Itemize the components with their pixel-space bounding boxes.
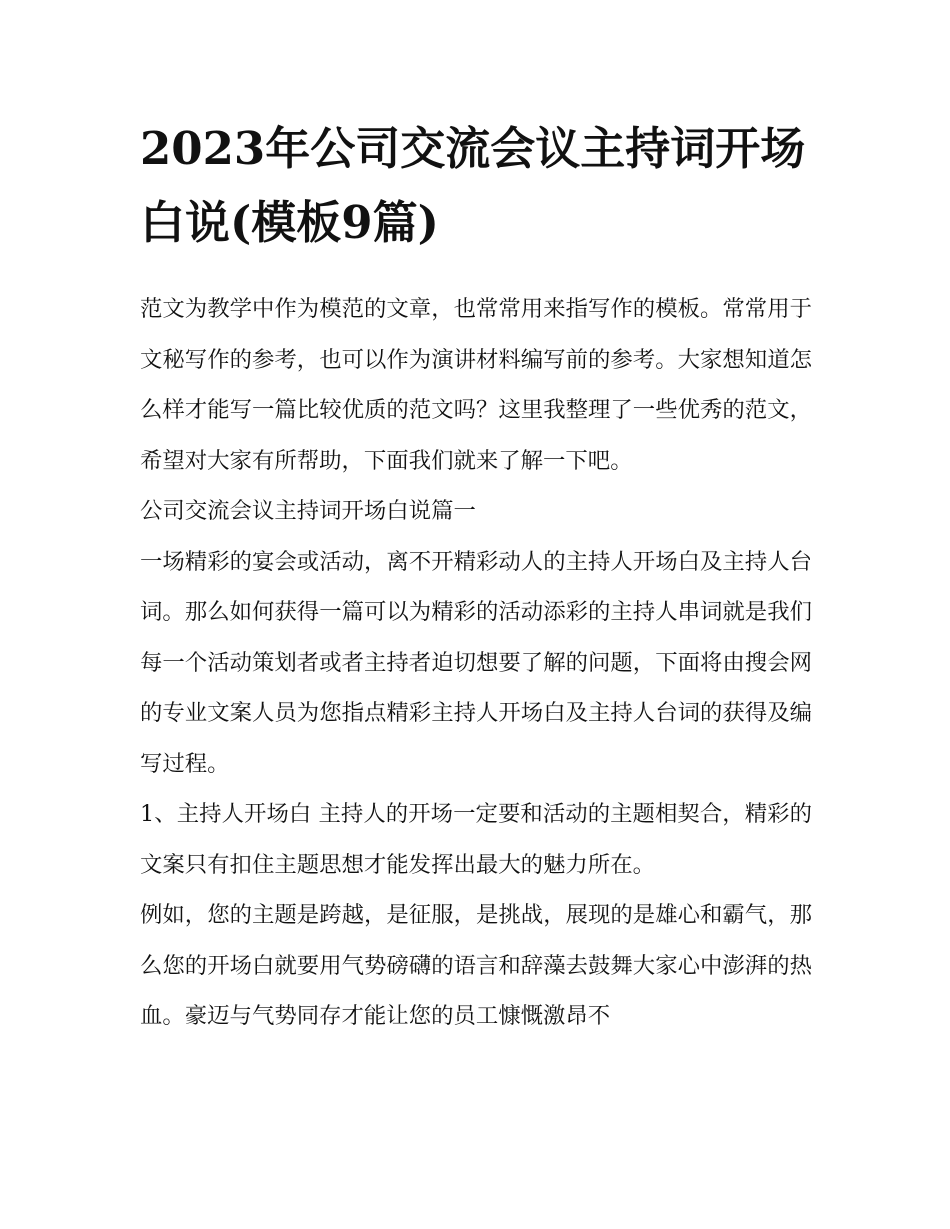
section-heading: 公司交流会议主持词开场白说篇一	[140, 498, 476, 524]
document-title: 2023年公司交流会议主持词开场白说(模板9篇)	[140, 122, 806, 249]
body-paragraph: 1、主持人开场白 主持人的开场一定要和活动的主题相契合，精彩的文案只有扣住主题思想才能发挥出最大的魅力所在。	[140, 801, 812, 878]
body-paragraph: 例如，您的主题是跨越，是征服，是挑战，展现的是雄心和霸气，那么您的开场白就要用气势磅礴的语言和辞藻去鼓舞大家心中澎湃的热血。豪迈与气势同存才能让您的员工慷慨激昂不	[140, 902, 812, 1029]
document-body	[140, 284, 812, 1042]
body-paragraph: 一场精彩的宴会或活动，离不开精彩动人的主持人开场白及主持人台词。那么如何获得一篇可以为精彩的活动添彩的主持人串词就是我们每一个活动策划者或者主持者迫切想要了解的问题，下面将由搜会网的专业文案人员为您指点精彩主持人开场白及主持人台词的获得及编写过程。	[140, 548, 812, 777]
document-page	[140, 112, 812, 1042]
intro-paragraph: 范文为教学中作为模范的文章，也常常用来指写作的模板。常常用于文秘写作的参考，也可以作为演讲材料编写前的参考。大家想知道怎么样才能写一篇比较优质的范文吗？这里我整理了一些优秀的范文，希望对大家有所帮助，下面我们就来了解一下吧。	[140, 296, 812, 474]
